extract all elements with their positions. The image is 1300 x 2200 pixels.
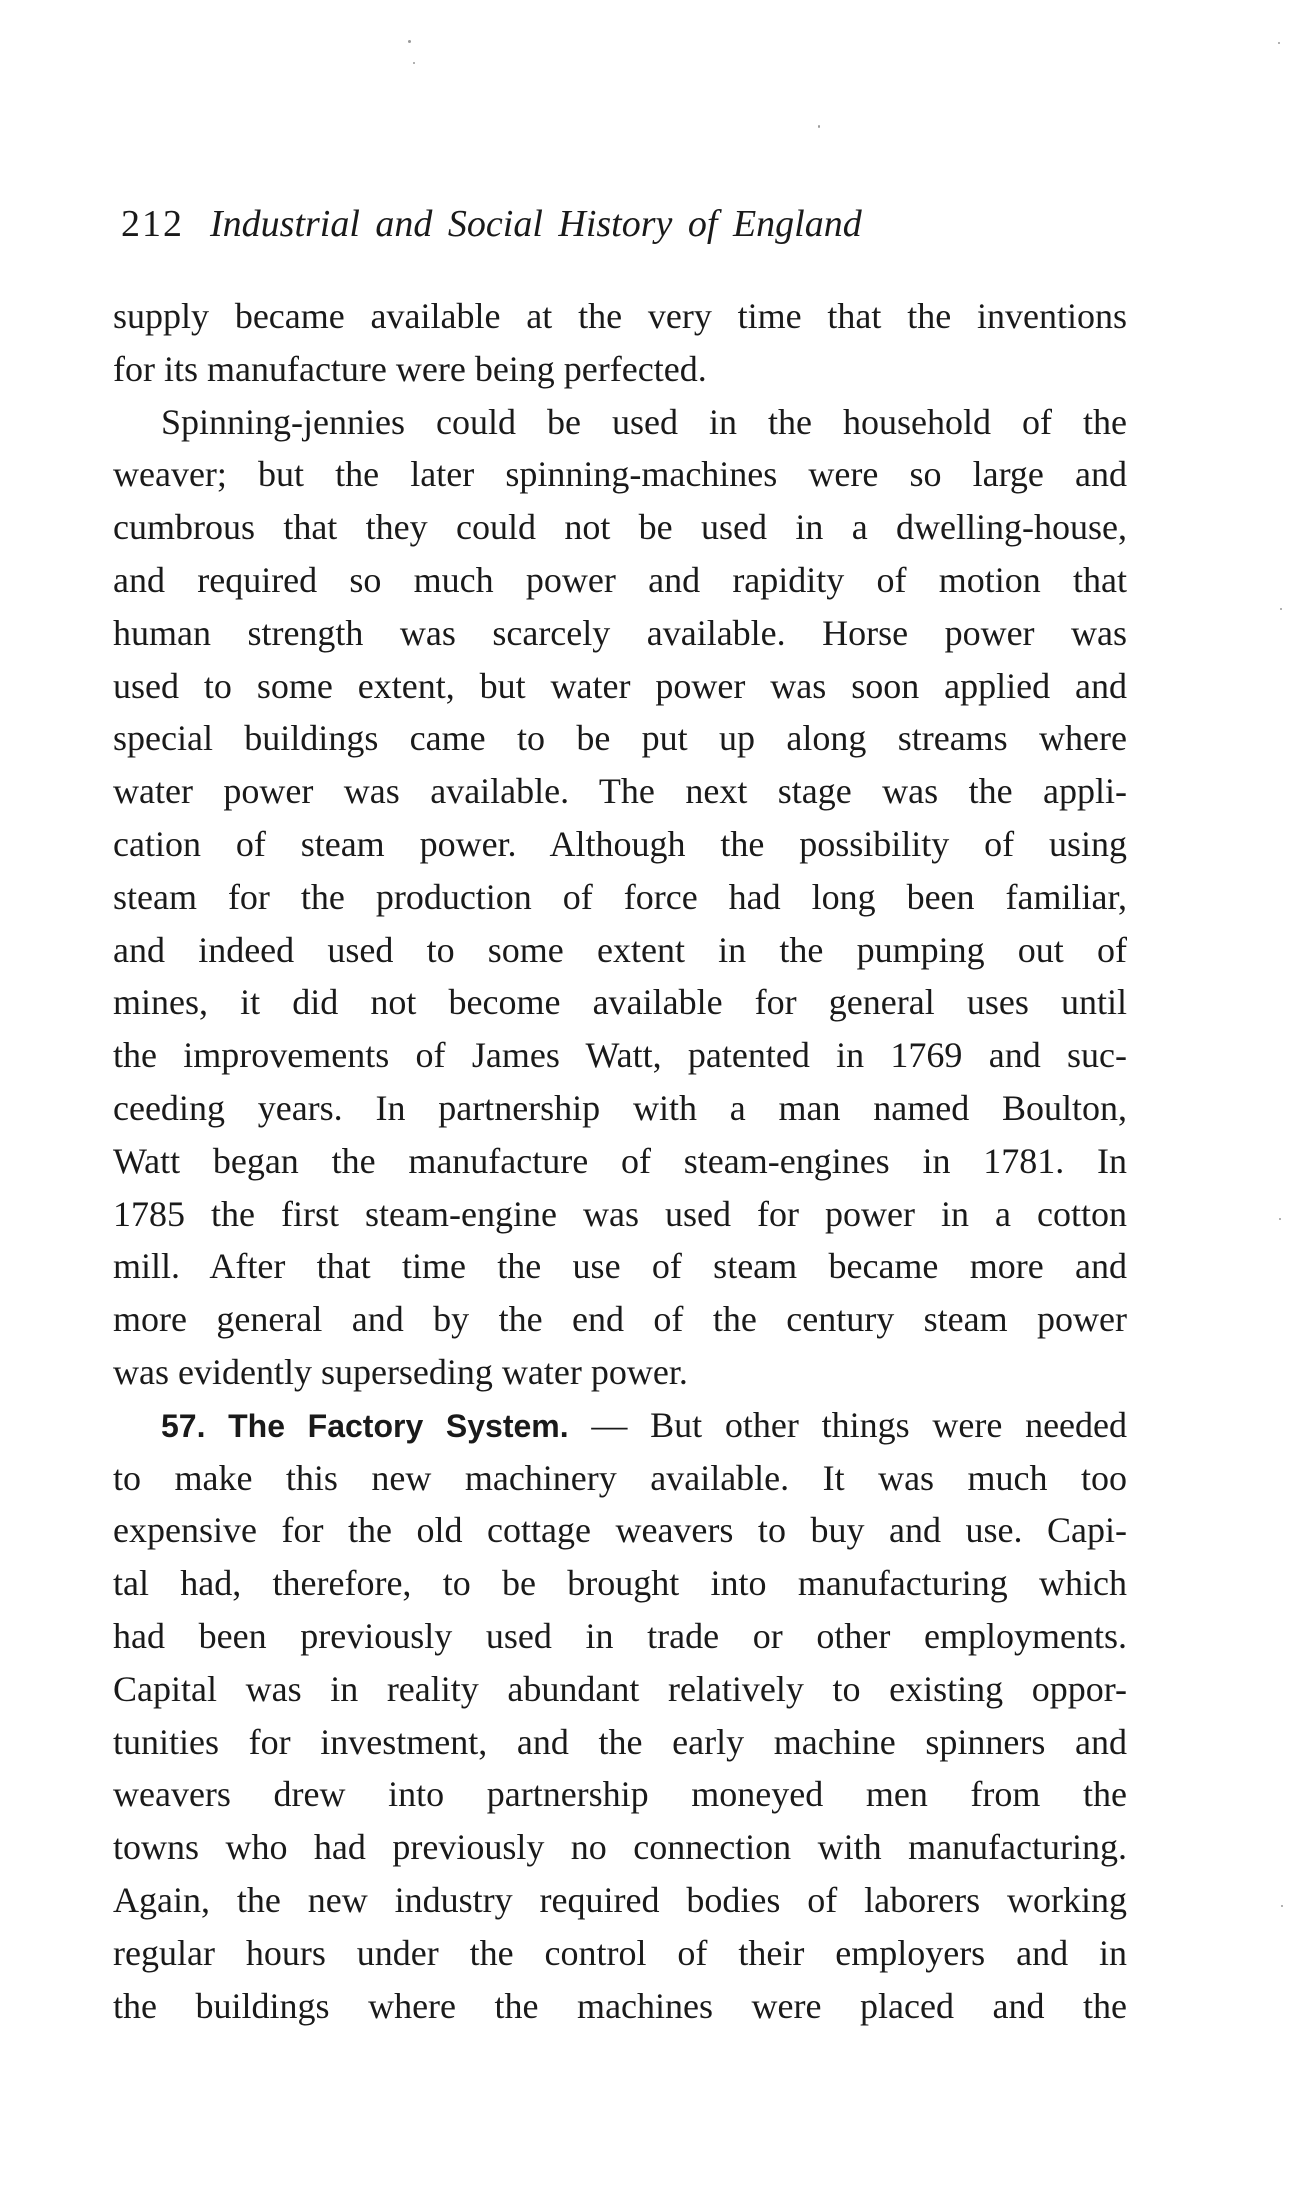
- page-number: 212: [121, 203, 184, 245]
- text-line: steam for the production of force had long been familiar,: [113, 876, 1127, 917]
- book-title: Industrial and Social History of England: [210, 203, 862, 245]
- text-line: expensive for the old cottage weavers to buy and use. Capi-: [113, 1510, 1127, 1551]
- paper-speck: [408, 40, 411, 43]
- text-line: mines, it did not become available for general uses until: [113, 982, 1127, 1023]
- text-line: weavers drew into partnership moneyed men from the: [113, 1774, 1127, 1815]
- paper-speck: [1280, 608, 1282, 610]
- section-lead-text: — But other things were needed: [568, 1404, 1127, 1445]
- paragraph-1: [113, 290, 1127, 396]
- paper-speck: [818, 125, 820, 128]
- section-57: [113, 1399, 1127, 2033]
- text-line: had been previously used in trade or other employments.: [113, 1615, 1127, 1656]
- running-head: [121, 196, 1121, 252]
- paper-speck: [1279, 1218, 1281, 1220]
- text-line: for its manufacture were being perfected.: [113, 348, 707, 389]
- paper-speck: [1278, 42, 1280, 44]
- text-line: cumbrous that they could not be used in a dwelling-house,: [113, 507, 1127, 548]
- text-line: ceeding years. In partnership with a man named Boulton,: [113, 1087, 1127, 1128]
- text-line: Capital was in reality abundant relatively to existing oppor-: [113, 1668, 1127, 1709]
- text-line: human strength was scarcely available. Horse power was: [113, 612, 1127, 653]
- text-line: water power was available. The next stage was the appli-: [113, 771, 1127, 812]
- text-line: and required so much power and rapidity of motion that: [113, 559, 1127, 600]
- text-line: Watt began the manufacture of steam-engines in 1781. In: [113, 1140, 1127, 1181]
- text-line: regular hours under the control of their employers and in: [113, 1932, 1127, 1973]
- text-line: Spinning-jennies could be used in the household of the: [161, 401, 1127, 442]
- text-line: more general and by the end of the century steam power: [113, 1299, 1127, 1340]
- text-line: used to some extent, but water power was soon applied and: [113, 665, 1127, 706]
- section-heading: 57. The Factory System.: [161, 1407, 569, 1444]
- text-line: and indeed used to some extent in the pumping out of: [113, 929, 1127, 970]
- text-line: mill. After that time the use of steam became more and: [113, 1246, 1127, 1287]
- text-line: weaver; but the later spinning-machines were so large and: [113, 454, 1127, 495]
- text-line: to make this new machinery available. It was much too: [113, 1457, 1127, 1498]
- body-text: [113, 290, 1127, 2032]
- text-line: Again, the new industry required bodies of laborers working: [113, 1879, 1127, 1920]
- text-line: 1785 the first steam-engine was used for power in a cotton: [113, 1193, 1127, 1234]
- text-line: towns who had previously no connection with manufacturing.: [113, 1827, 1127, 1868]
- text-line: the improvements of James Watt, patented in 1769 and suc-: [113, 1035, 1127, 1076]
- text-line: special buildings came to be put up along streams where: [113, 718, 1127, 759]
- paper-speck: [1281, 1905, 1283, 1907]
- text-line: cation of steam power. Although the possibility of using: [113, 823, 1127, 864]
- paper-speck: [413, 62, 415, 64]
- text-line: tal had, therefore, to be brought into manufacturing which: [113, 1563, 1127, 1604]
- section-first-line: [113, 1399, 1127, 1452]
- text-line: the buildings where the machines were placed and the: [113, 1985, 1127, 2026]
- text-line: was evidently superseding water power.: [113, 1351, 688, 1392]
- paragraph-2: [113, 396, 1127, 1399]
- text-line: supply became available at the very time that the inventions: [113, 296, 1127, 336]
- text-line: tunities for investment, and the early machine spinners and: [113, 1721, 1127, 1762]
